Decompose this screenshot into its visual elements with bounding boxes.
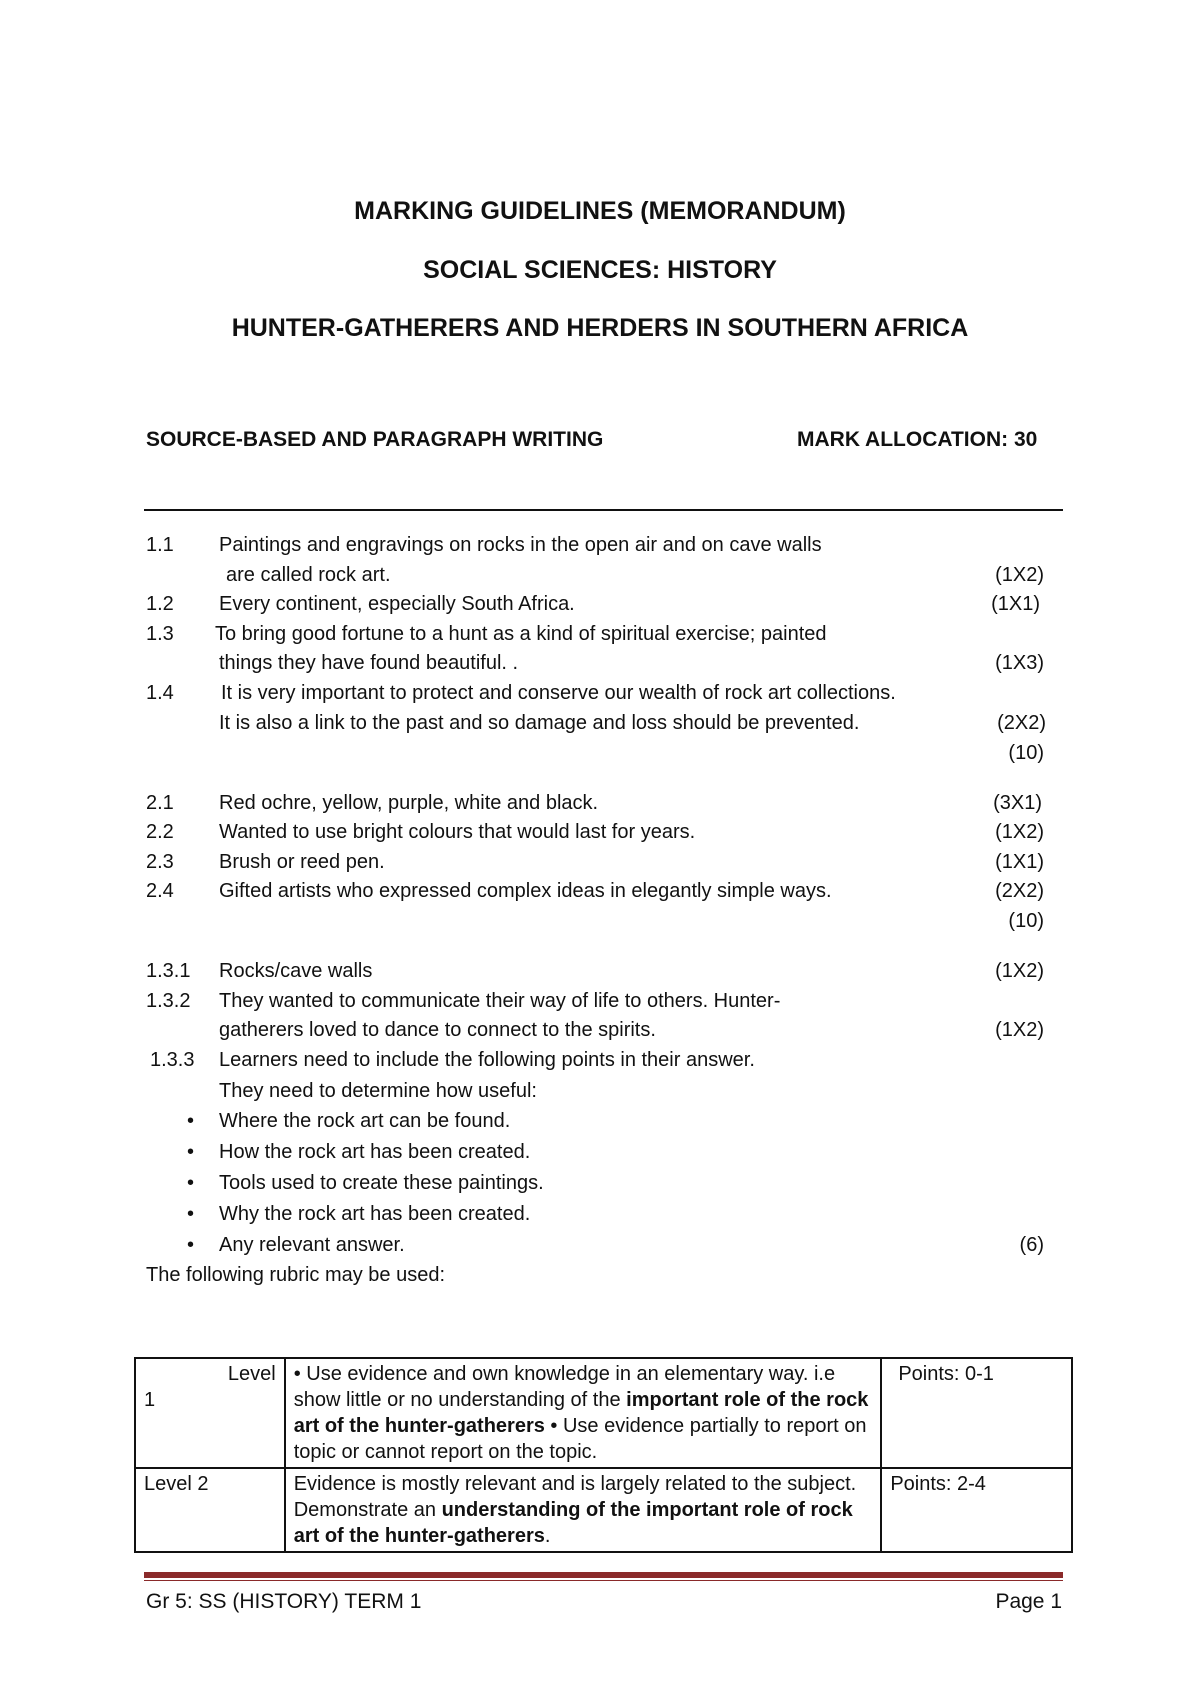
bullet-item: How the rock art has been created. [219,1141,531,1163]
mark: (6) [1019,1234,1044,1256]
answer-text: things they have found beautiful. . [219,652,519,674]
answer-text: Learners need to include the following points in their answer. [219,1049,755,1071]
rubric-desc-text: • Use evidence and own knowledge in an elementary way. i.e show little or no understanding of the [293,1363,836,1411]
page-number: Page 1 [995,1590,1062,1613]
topic-title: HUNTER-GATHERERS AND HERDERS IN SOUTHERN AFRICA [231,314,969,342]
answer-text: are called rock art. [226,564,391,586]
answer-text: Paintings and engravings on rocks in the open air and on cave walls [219,534,822,556]
rubric-row [135,1358,1072,1468]
mark: (1X1) [991,593,1040,615]
rubric-desc-text: • Use evidence partially to report on topic or cannot report on the topic. [293,1415,867,1463]
q-number: 1.3.3 [150,1049,195,1071]
rubric-table [134,1357,1073,1553]
rubric-desc-bold: understanding of the important role of rock art of the hunter-gatherers [293,1499,853,1547]
mark: (1X2) [995,821,1044,843]
footer-bar [144,1572,1063,1578]
answer-text: They need to determine how useful: [219,1080,537,1102]
q-number: 2.1 [146,792,174,814]
rubric-level [135,1358,285,1468]
q-number: 2.4 [146,880,174,902]
q-number: 1.1 [146,534,174,556]
bullet-item: Tools used to create these paintings. [219,1172,544,1194]
header-rule [144,509,1063,511]
rubric-points: Points: 0-1 [881,1358,1072,1468]
rubric-level-label: Level [227,1363,276,1385]
document-title: MARKING GUIDELINES (MEMORANDUM) [354,197,846,225]
footer-left: Gr 5: SS (HISTORY) TERM 1 [146,1590,422,1613]
mark: (1X3) [995,652,1044,674]
rubric-desc-bold: important role of the rock art of the hunter-gatherers [293,1389,869,1437]
rubric-row [135,1468,1072,1552]
bullet-item: Any relevant answer. [219,1234,405,1256]
rubric-description [285,1358,882,1468]
answer-text: It is also a link to the past and so damage and loss should be prevented. [219,712,860,734]
mark: (1X1) [995,851,1044,873]
footer-rule [144,1580,1063,1581]
answer-text: Every continent, especially South Africa. [219,593,575,615]
mark: (1X2) [995,1019,1044,1041]
answer-text: It is very important to protect and conserve our wealth of rock art collections. [221,682,896,704]
section-total: (10) [1008,742,1044,764]
section-heading: SOURCE-BASED AND PARAGRAPH WRITING [146,428,604,451]
q-number: 1.3.1 [146,960,191,982]
mark: (2X2) [997,712,1046,734]
bullet-icon: • [187,1141,195,1163]
q-number: 1.2 [146,593,174,615]
rubric-intro: The following rubric may be used: [146,1264,446,1286]
bullet-item: Where the rock art can be found. [219,1110,511,1132]
answer-text: Rocks/cave walls [219,960,373,982]
q-number: 1.3.2 [146,990,191,1012]
mark: (3X1) [993,792,1042,814]
bullet-icon: • [187,1110,195,1132]
rubric-points: Points: 2-4 [881,1468,1072,1552]
bullet-icon: • [187,1203,195,1225]
q-number: 1.4 [146,682,174,704]
bullet-icon: • [187,1234,195,1256]
answer-text: To bring good fortune to a hunt as a kind of spiritual exercise; painted [215,623,827,645]
section-total: (10) [1008,910,1044,932]
q-number: 2.3 [146,851,174,873]
rubric-level-number: 1 [144,1389,156,1411]
q-number: 1.3 [146,623,174,645]
answer-text: Wanted to use bright colours that would last for years. [219,821,696,843]
rubric-desc-text: Evidence is mostly relevant and is largely related to the subject. Demonstrate an [293,1473,857,1521]
answer-text: They wanted to communicate their way of life to others. Hunter- [219,990,781,1012]
rubric-desc-text: . [544,1525,551,1547]
bullet-icon: • [187,1172,195,1194]
mark: (2X2) [995,880,1044,902]
mark-allocation: MARK ALLOCATION: 30 [797,428,1038,451]
answer-text: Red ochre, yellow, purple, white and black. [219,792,599,814]
subject-title: SOCIAL SCIENCES: HISTORY [423,256,777,284]
q-number: 2.2 [146,821,174,843]
answer-text: Brush or reed pen. [219,851,385,873]
mark: (1X2) [995,564,1044,586]
answer-text: Gifted artists who expressed complex ideas in elegantly simple ways. [219,880,832,902]
rubric-description [285,1468,882,1552]
bullet-item: Why the rock art has been created. [219,1203,531,1225]
answer-text: gatherers loved to dance to connect to the spirits. [219,1019,656,1041]
mark: (1X2) [995,960,1044,982]
rubric-level: Level 2 [135,1468,285,1552]
